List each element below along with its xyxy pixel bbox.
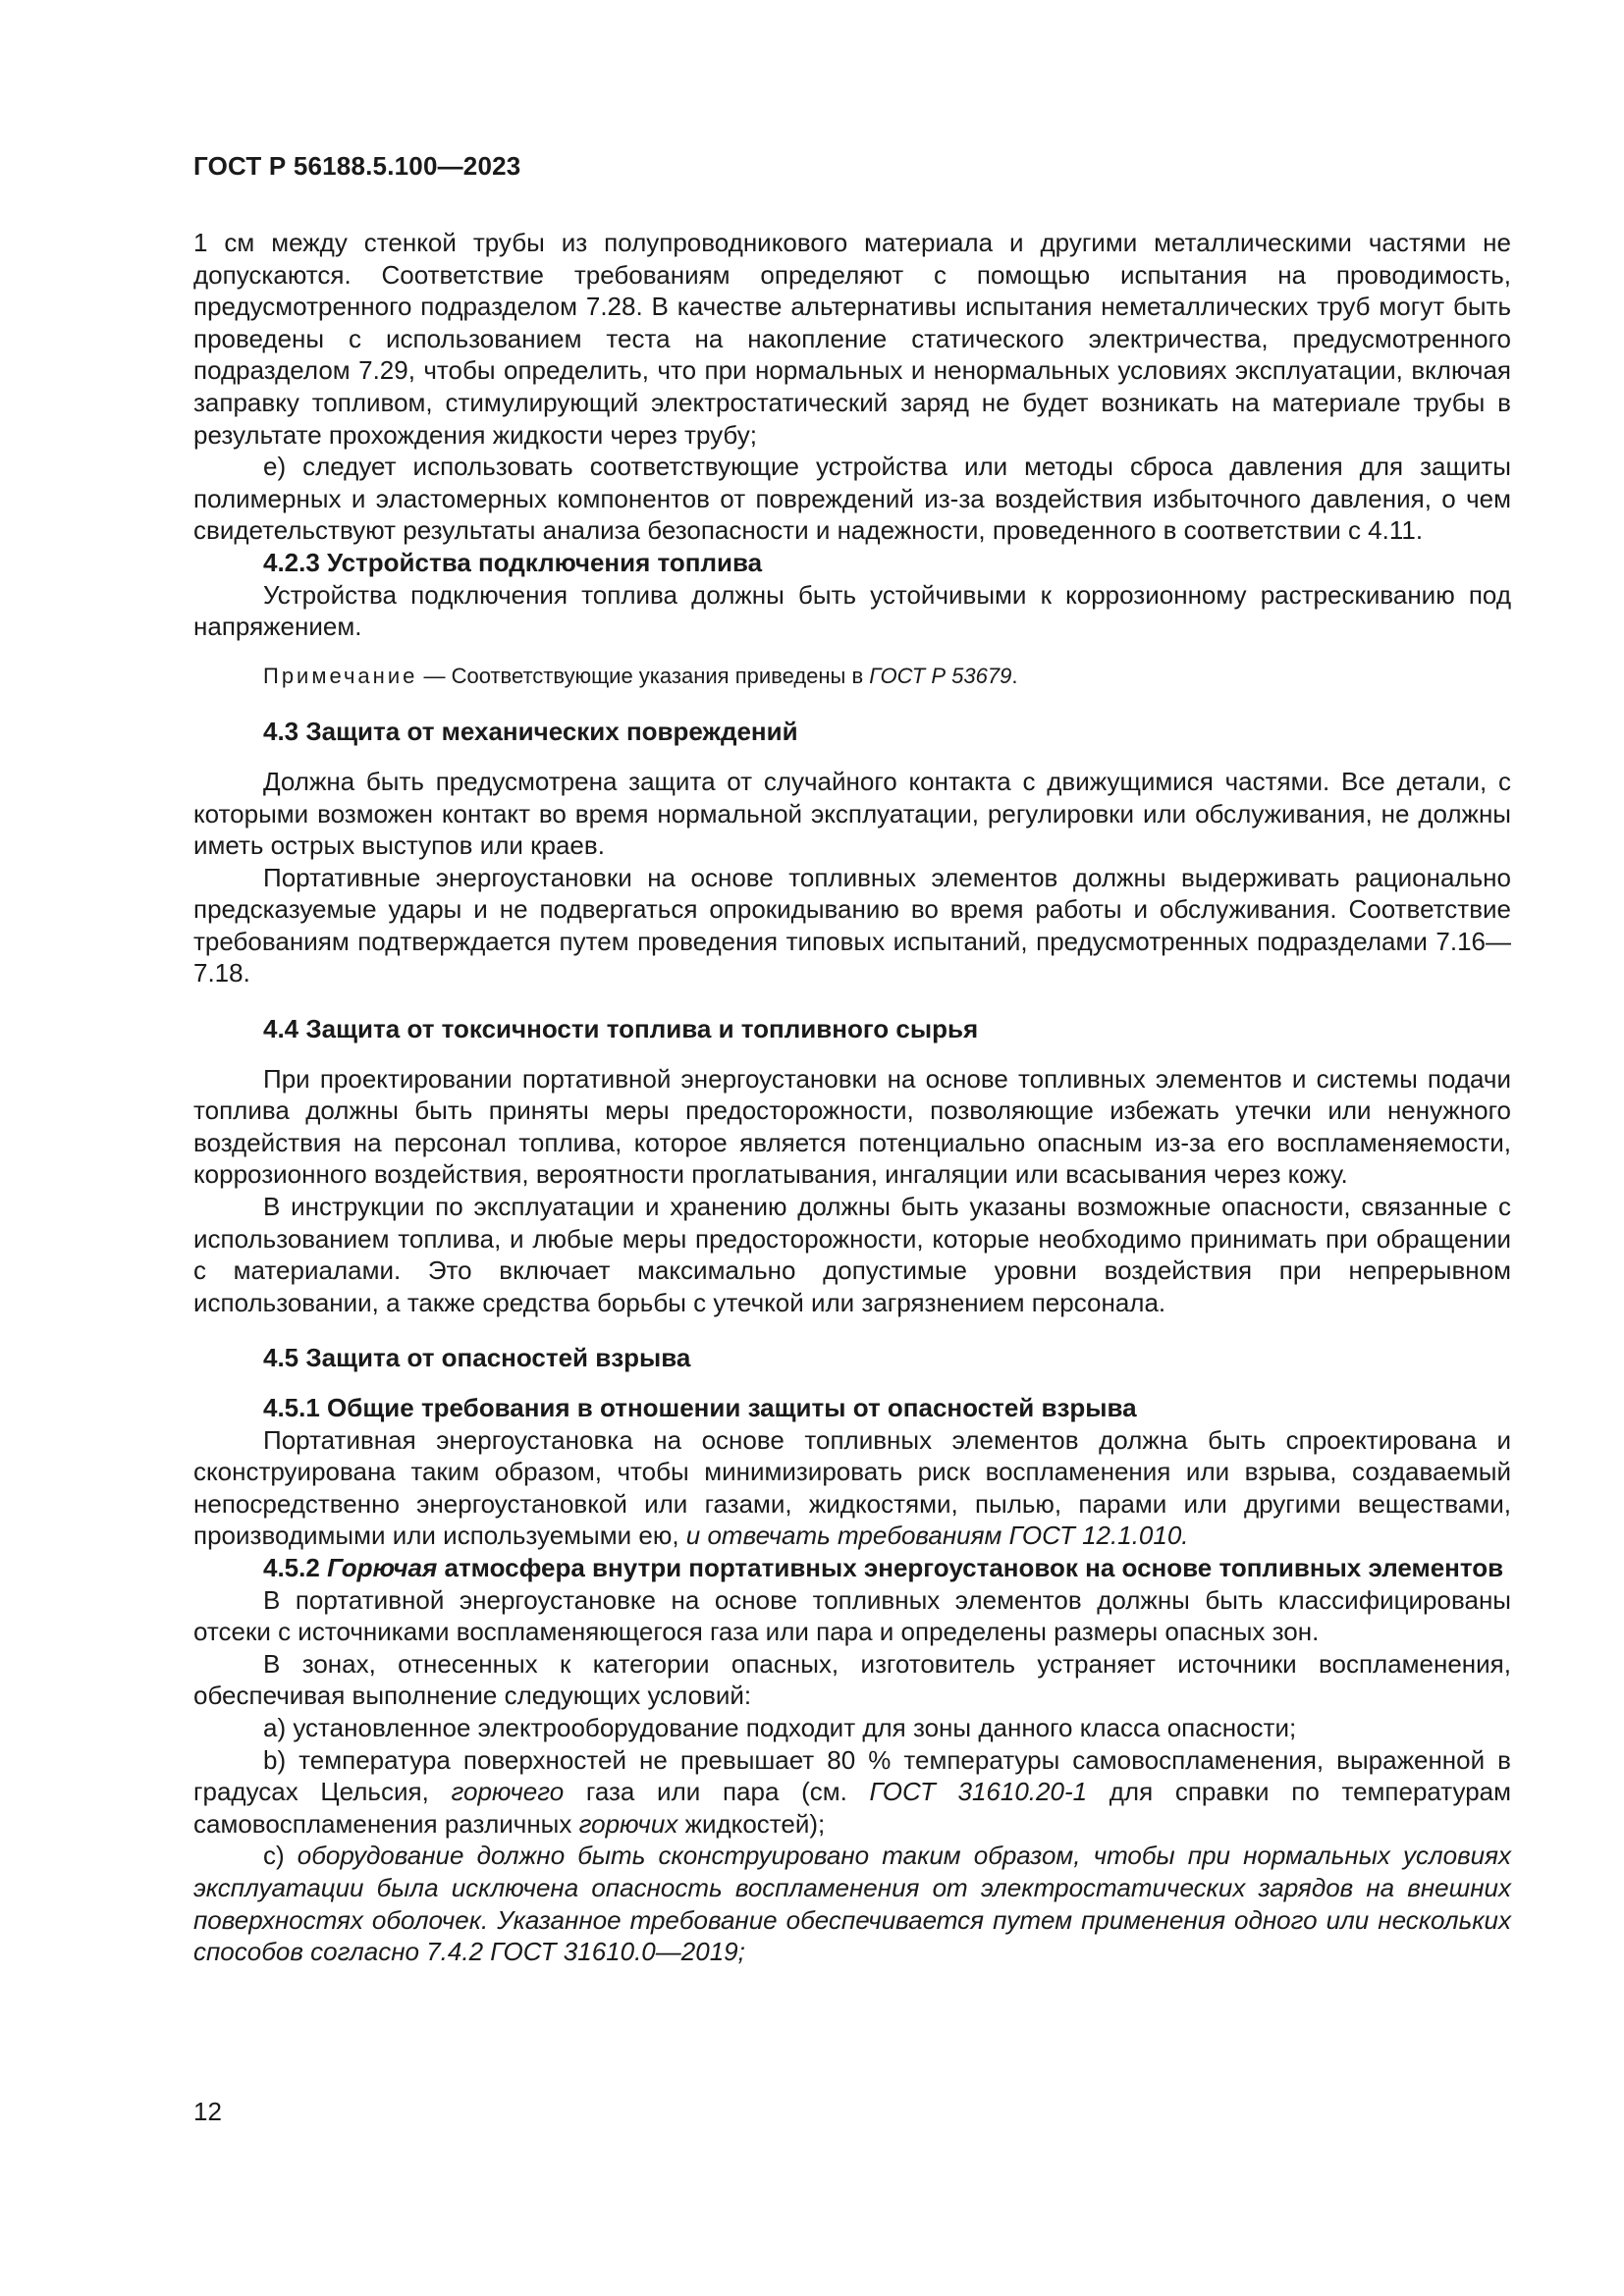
heading-4-5-1: 4.5.1 Общие требования в отношении защиты от опасностей взрыва [263,1393,1137,1422]
heading-4-3: 4.3 Защита от механических повреждений [263,717,798,747]
document-body [193,227,1511,1968]
heading-4-4: 4.4 Защита от токсичности топлива и топливного сырья [263,1014,979,1044]
paragraph: В зонах, отнесенных к категории опасных, изготовитель устраняет источники воспламенения, обеспечивая выполнение следующих условий: [193,1648,1511,1711]
list-item-c: с) оборудование должно быть сконструировано таким образом, чтобы при нормальных условиях эксплуатации была исключена опасность воспламенения от электростатических зарядов на внешних поверхностях оболочек. Указанное требование обеспечивается путем применения одного или нескольких способов согласно 7.4.2 ГОСТ 31610.0—2019; [193,1841,1511,1967]
list-item-b: b) температура поверхностей не превышает 80 % температуры самовоспламенения, выраженной в градусах Цельсия, горючего газа или пара (см. ГОСТ 31610.20-1 для справки по температурам самовоспламенения различных горючих жидкостей); [193,1744,1512,1839]
document-header: ГОСТ Р 56188.5.100—2023 [193,151,521,181]
paragraph-continuation: 1 см между стенкой трубы из полупроводникового материала и другими металлическими частями не допускаются. Соответствие требованиям определяют с помощью испытания на проводимость, предусмотренного подразделом 7.28. В качестве альтернативы испытания неметаллических труб могут быть проведены с использованием теста на накопление статического электричества, предусмотренного подразделом 7.29, чтобы определить, что при нормальных и ненормальных условиях эксплуатации, включая заправку топливом, стимулирующий электростатический заряд не будет возникать на материале трубы в результате прохождения жидкости через трубу; [193,228,1511,450]
reference: и отвечать требованиям ГОСТ 12.1.010. [678,1521,1189,1551]
note-label: Примечание [263,663,418,688]
paragraph: Устройства подключения топлива должны быть устойчивыми к коррозионному растрескиванию под напряжением. [193,579,1511,642]
heading-4-2-3: 4.2.3 Устройства подключения топлива [263,547,763,577]
paragraph: Портативные энергоустановки на основе топливных элементов должны выдерживать рационально предсказуемые удары и не подвергаться опрокидыванию во время работы и обслуживания. Соответствие требованиям подтверждается путем проведения типовых испытаний, предусмотренных подразделами 7.16—7.18. [193,862,1511,988]
heading-4-5: 4.5 Защита от опасностей взрыва [263,1343,691,1373]
note: Примечание — Соответствующие указания приведены в ГОСТ Р 53679. [263,663,1018,688]
heading-4-5-2: 4.5.2 Горючая атмосфера внутри портативных энергоустановок на основе топливных элементов [263,1552,1504,1582]
page-number: 12 [193,2097,222,2126]
list-item-a: а) установленное электрооборудование подходит для зоны данного класса опасности; [263,1712,1297,1742]
paragraph: В инструкции по эксплуатации и хранению должны быть указаны возможные опасности, связанные с использованием топлива, и любые меры предосторожности, которые необходимо принимать при обращении с материалами. Это включает максимально допустимые уровни воздействия при непрерывном использовании, а также средства борьбы с утечкой или загрязнением персонала. [193,1192,1511,1317]
paragraph: Портативная энергоустановка на основе топливных элементов должна быть спроектирована и сконструирована таким образом, чтобы минимизировать риск воспламенения или взрыва, создаваемый непосредственно энергоустановкой или газами, жидкостями, пылью, парами или другими веществами, производимыми или используемыми ею, и отвечать требованиям ГОСТ 12.1.010. [193,1424,1511,1551]
paragraph: При проектировании портативной энергоустановки на основе топливных элементов и системы подачи топлива должны быть приняты меры предосторожности, позволяющие избежать утечки или ненужного воздействия на персонал топлива, которое является потенциально опасным из-за его воспламеняемости, коррозионного воздействия, вероятности проглатывания, ингаляции или всасывания через кожу. [193,1063,1511,1190]
paragraph: Должна быть предусмотрена защита от случайного контакта с движущимися частями. Все детали, с которыми возможен контакт во время нормальной эксплуатации, регулировки или обслуживания, не должны иметь острых выступов или краев. [193,766,1511,861]
note-text: — Соответствующие указания приведены в [417,663,870,688]
paragraph-item-e: е) следует использовать соответствующие устройства или методы сброса давления для защиты полимерных и эластомерных компонентов от повреждений из-за воздействия избыточного давления, о чем свидетельствуют результаты анализа безопасности и надежности, проведенного в соответствии с 4.11. [193,452,1511,546]
note-ref: ГОСТ Р 53679 [869,663,1012,688]
paragraph: В портативной энергоустановке на основе топливных элементов должны быть классифицированы отсеки с источниками воспламеняющегося газа или пара и определены размеры опасных зон. [193,1584,1511,1647]
